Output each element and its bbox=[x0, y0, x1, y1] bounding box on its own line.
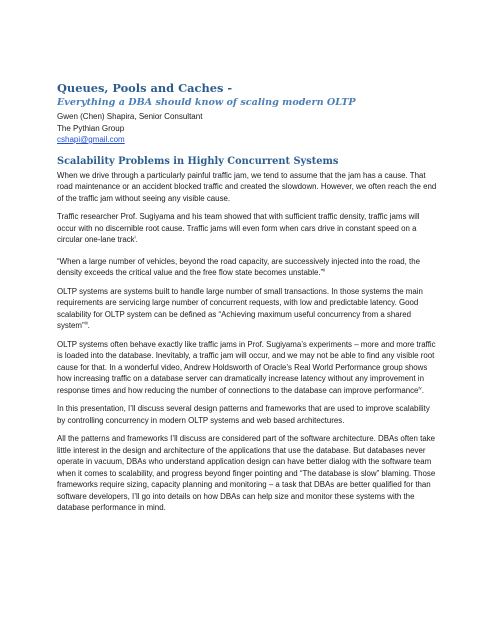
paragraph-3-end: . bbox=[87, 321, 90, 330]
quote-text: “When a large number of vehicles, beyond the road capacity, are successively injected into the road, the density exceeds the critical value and the free flow state becomes unstable.” bbox=[57, 256, 421, 277]
footnote-ref-iv[interactable]: iv bbox=[418, 384, 422, 390]
author-line: Gwen (Chen) Shapira, Senior Consultant bbox=[57, 112, 203, 121]
footnote-ref-ii[interactable]: ii bbox=[323, 267, 326, 273]
document-subtitle: Everything a DBA should know of scaling modern OLTP bbox=[57, 97, 356, 108]
paragraph-4-end: . bbox=[421, 385, 424, 395]
footnote-ref-i[interactable]: i bbox=[134, 234, 136, 240]
paragraph-2 bbox=[57, 211, 439, 246]
document-title: Queues, Pools and Caches - bbox=[57, 81, 233, 95]
section-heading: Scalability Problems in Highly Concurrent Systems bbox=[57, 155, 339, 167]
document-page bbox=[57, 80, 439, 521]
organization-line: The Pythian Group bbox=[57, 123, 125, 133]
paragraph-1: When we drive through a particularly painful traffic jam, we tend to assume that the jam has a cause. That road maintenance or an accident blocked traffic and created the slowdown. However, we often reach the end of the traffic jam without seeing any visible cause. bbox=[57, 170, 437, 203]
paragraph-4 bbox=[57, 339, 439, 397]
paragraph-3-text: OLTP systems are systems built to handle large number of small transactions. In those systems the main requirements are servicing large number of concurrent requests, with low and predictable latency. Good scalability for OLTP system can be defined as “Achieving maximum useful concurrency from a shared system” bbox=[57, 286, 423, 330]
paragraph-6: All the patterns and frameworks I’ll discuss are considered part of the software architecture. DBAs often take little interest in the design and architecture of the applications that use the database. But databases never operate in vacuum, DBAs who understand application design can have better dialog with the software team when it comes to scalability, and progress beyond finger pointing and “The database is slow” blaming. Those frameworks require sizing, capacity planning and monitoring – a task that DBAs are better qualified for than software developers, I’ll go into details on how DBAs can help size and monitor these systems with the database performance in mind. bbox=[57, 434, 436, 512]
paragraph-5: In this presentation, I’ll discuss several design patterns and frameworks that are used to improve scalability by controlling concurrency in modern OLTP systems and web based architectures. bbox=[57, 404, 430, 425]
paragraph-4-text: OLTP systems often behave exactly like traffic jams in Prof. Sugiyama’s experiments – more and more traffic is loaded into the database. Inevitably, a traffic jam will occur, and we may not be able to find any visible root cause for that. In a wonderful video, Andrew Holdsworth of Oracle’s Real World Performance group shows how increasing traffic on a database server can dramatically increase latency without any improvement in response times and how reducing the number of connections to the database can improve performance bbox=[57, 339, 436, 395]
paragraph-2-end: . bbox=[135, 235, 138, 244]
email-link[interactable]: cshapi@gmail.com bbox=[57, 135, 125, 144]
footnote-ref-iii[interactable]: iii bbox=[84, 320, 88, 326]
quote-paragraph bbox=[57, 256, 439, 279]
paragraph-3 bbox=[57, 286, 439, 332]
paragraph-2-text: Traffic researcher Prof. Sugiyama and his team showed that with sufficient traffic density, traffic jams will occur with no discernible root cause. Traffic jams will even form when cars drive in constant speed on a circular one-lane track bbox=[57, 212, 420, 244]
